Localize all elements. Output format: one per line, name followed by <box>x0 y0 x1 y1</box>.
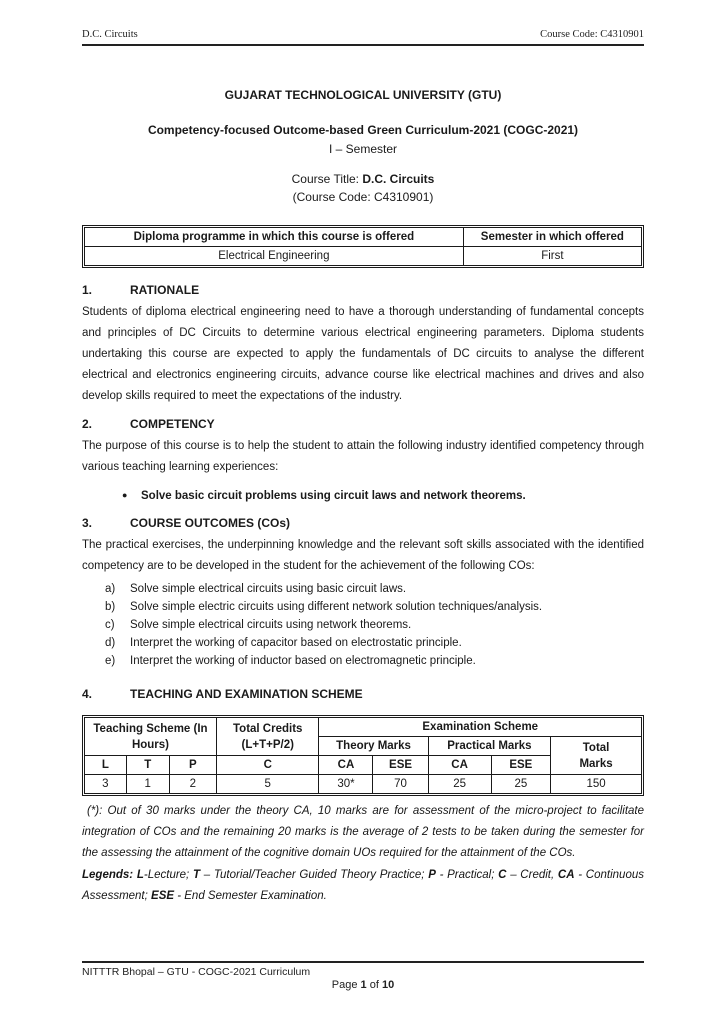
value-cell: 30* <box>319 775 373 794</box>
list-item-label: e) <box>105 655 116 667</box>
list-item-label: d) <box>105 637 116 649</box>
section-heading-competency <box>82 417 644 432</box>
value-cell: 70 <box>373 775 428 794</box>
total-credits-header-cell: Total Credits (L+T+P/2) <box>216 718 318 756</box>
course-code-line: (Course Code: C4310901) <box>292 190 434 204</box>
legends-segment: Legends: <box>82 869 137 881</box>
offer-table-data-row <box>85 247 642 266</box>
section-title: TEACHING AND EXAMINATION SCHEME <box>130 687 363 701</box>
section-heading-rationale <box>82 283 644 298</box>
examination-scheme-header-cell: Examination Scheme <box>319 718 642 737</box>
course-outcomes-paragraph: The practical exercises, the underpinning knowledge and the relevant soft skills associated with the identified competency are to be developed in the student for the achievement of the following COs: <box>82 539 644 572</box>
page-number-value: 1 <box>360 979 367 991</box>
section-course-outcomes <box>82 516 644 670</box>
value-cell: 25 <box>491 775 551 794</box>
section-number: 4. <box>82 687 93 701</box>
total-marks-label: Total Marks <box>579 741 613 770</box>
university-title: GUJARAT TECHNOLOGICAL UNIVERSITY (GTU) <box>224 88 502 102</box>
exam-table-footnote: (*): Out of 30 marks under the theory CA, 10 marks are for assessment of the micro-project to facilitate integration of COs and the remaining 20 marks is the average of 2 tests to be taken during the semester for the assessing the attainment of the cognitive domain UOs required for the attainment of the COs. <box>82 805 644 859</box>
footer-divider <box>82 961 644 963</box>
rationale-paragraph: Students of diploma electrical engineering need to have a thorough understanding of fundamental concepts and principles of DC Circuits to determine various electrical engineering parameters. Diploma students undertaking this course are expected to apply the fundamentals of DC circuits to analyse the different electrical and electronics engineering circuits, advance course like electrical machines and drives and also develop skills required to meet the expectations of the industry. <box>82 306 644 402</box>
competency-bullet-item <box>82 487 644 504</box>
list-item <box>82 652 644 670</box>
section-title: COMPETENCY <box>130 417 215 431</box>
offer-table-cell: Electrical Engineering <box>85 247 464 266</box>
col-header-cell: L <box>85 756 127 775</box>
legends-segment: – Credit, <box>506 869 558 881</box>
value-cell: 1 <box>126 775 169 794</box>
list-item-label: a) <box>105 583 116 595</box>
course-title-label: Course Title: <box>291 172 363 186</box>
exam-table-values-row <box>85 775 642 794</box>
page-content <box>82 0 644 907</box>
exam-table-row <box>85 718 642 737</box>
col-header-cell: C <box>216 756 318 775</box>
legends-segment: - End Semester Examination. <box>174 890 327 902</box>
header-doc-title: D.C. Circuits <box>82 29 138 40</box>
legends-segment: C <box>498 869 507 881</box>
curriculum-title: Competency-focused Outcome-based Green Curriculum-2021 (COGC-2021) <box>147 123 579 137</box>
section-title: RATIONALE <box>130 283 200 297</box>
value-cell: 3 <box>85 775 127 794</box>
page-label: Page <box>331 979 361 991</box>
legends-segment: CA <box>557 869 575 881</box>
footer-org-text: NITTTR Bhopal – GTU - COGC-2021 Curriculum <box>82 966 311 978</box>
col-header-cell: T <box>126 756 169 775</box>
legends-segment: T <box>192 869 201 881</box>
list-item-label: c) <box>105 619 115 631</box>
list-item-label: b) <box>105 601 116 613</box>
page-total-value: 10 <box>381 979 395 991</box>
col-header-cell: P <box>169 756 216 775</box>
footer-page-number <box>82 979 644 991</box>
bullet-icon: ● <box>122 490 128 500</box>
list-item <box>82 634 644 652</box>
section-heading-teaching-scheme <box>82 687 644 702</box>
offer-table <box>82 225 644 268</box>
course-title-value: D.C. Circuits <box>362 172 435 186</box>
practical-marks-header-cell: Practical Marks <box>428 737 551 756</box>
offer-table-header-row <box>85 228 642 247</box>
value-cell: 25 <box>428 775 491 794</box>
header-course-code: Course Code: C4310901 <box>540 29 644 40</box>
section-heading-course-outcomes <box>82 516 644 531</box>
section-teaching-scheme <box>82 687 644 702</box>
course-outcomes-list <box>82 580 644 670</box>
value-cell: 5 <box>216 775 318 794</box>
legends-segment: L <box>136 869 144 881</box>
total-marks-header-cell <box>551 737 642 775</box>
section-number: 2. <box>82 417 93 431</box>
col-header-cell: CA <box>428 756 491 775</box>
offer-table-grid <box>84 227 642 266</box>
legends-segment: -Lecture; <box>143 869 193 881</box>
legends-segment: - Practical; <box>435 869 499 881</box>
legends-segment: ESE <box>151 890 175 902</box>
title-block <box>82 87 644 205</box>
of-label: of <box>366 979 382 991</box>
section-number: 1. <box>82 283 93 297</box>
legends-segment: – Tutorial/Teacher Guided Theory Practice; <box>200 869 429 881</box>
teaching-scheme-header-cell: Teaching Scheme (In Hours) <box>85 718 217 756</box>
offer-table-header-cell: Diploma programme in which this course is offered <box>85 228 464 247</box>
section-title: COURSE OUTCOMES (COs) <box>130 516 291 530</box>
course-title-line <box>82 171 644 187</box>
list-item-text: Interpret the working of inductor based on electromagnetic principle. <box>130 655 476 667</box>
col-header-cell: ESE <box>491 756 551 775</box>
legends-line <box>82 865 644 907</box>
list-item-text: Interpret the working of capacitor based on electrostatic principle. <box>130 637 462 649</box>
col-header-cell: ESE <box>373 756 428 775</box>
list-item <box>82 598 644 616</box>
section-competency <box>82 417 644 504</box>
offer-table-cell: First <box>463 247 641 266</box>
exam-scheme-table <box>82 715 644 796</box>
section-number: 3. <box>82 516 93 530</box>
theory-marks-header-cell: Theory Marks <box>319 737 428 756</box>
value-cell: 2 <box>169 775 216 794</box>
document-footer <box>82 961 644 991</box>
col-header-cell: CA <box>319 756 373 775</box>
offer-table-header-cell: Semester in which offered <box>463 228 641 247</box>
list-item <box>82 616 644 634</box>
list-item-text: Solve simple electrical circuits using basic circuit laws. <box>130 583 407 595</box>
exam-scheme-grid <box>84 717 642 794</box>
competency-bullet-text: Solve basic circuit problems using circuit laws and network theorems. <box>141 490 526 502</box>
section-rationale <box>82 283 644 407</box>
list-item-text: Solve simple electrical circuits using network theorems. <box>130 619 412 631</box>
semester-line: I – Semester <box>328 142 398 156</box>
value-cell: 150 <box>551 775 642 794</box>
competency-paragraph: The purpose of this course is to help the student to attain the following industry identified competency through various teaching learning experiences: <box>82 440 644 473</box>
legends-segment: - Continuous Assessment; <box>82 869 644 902</box>
legends-segment: P <box>428 869 436 881</box>
list-item <box>82 580 644 598</box>
list-item-text: Solve simple electric circuits using different network solution techniques/analysis. <box>130 601 543 613</box>
document-header <box>82 0 644 46</box>
